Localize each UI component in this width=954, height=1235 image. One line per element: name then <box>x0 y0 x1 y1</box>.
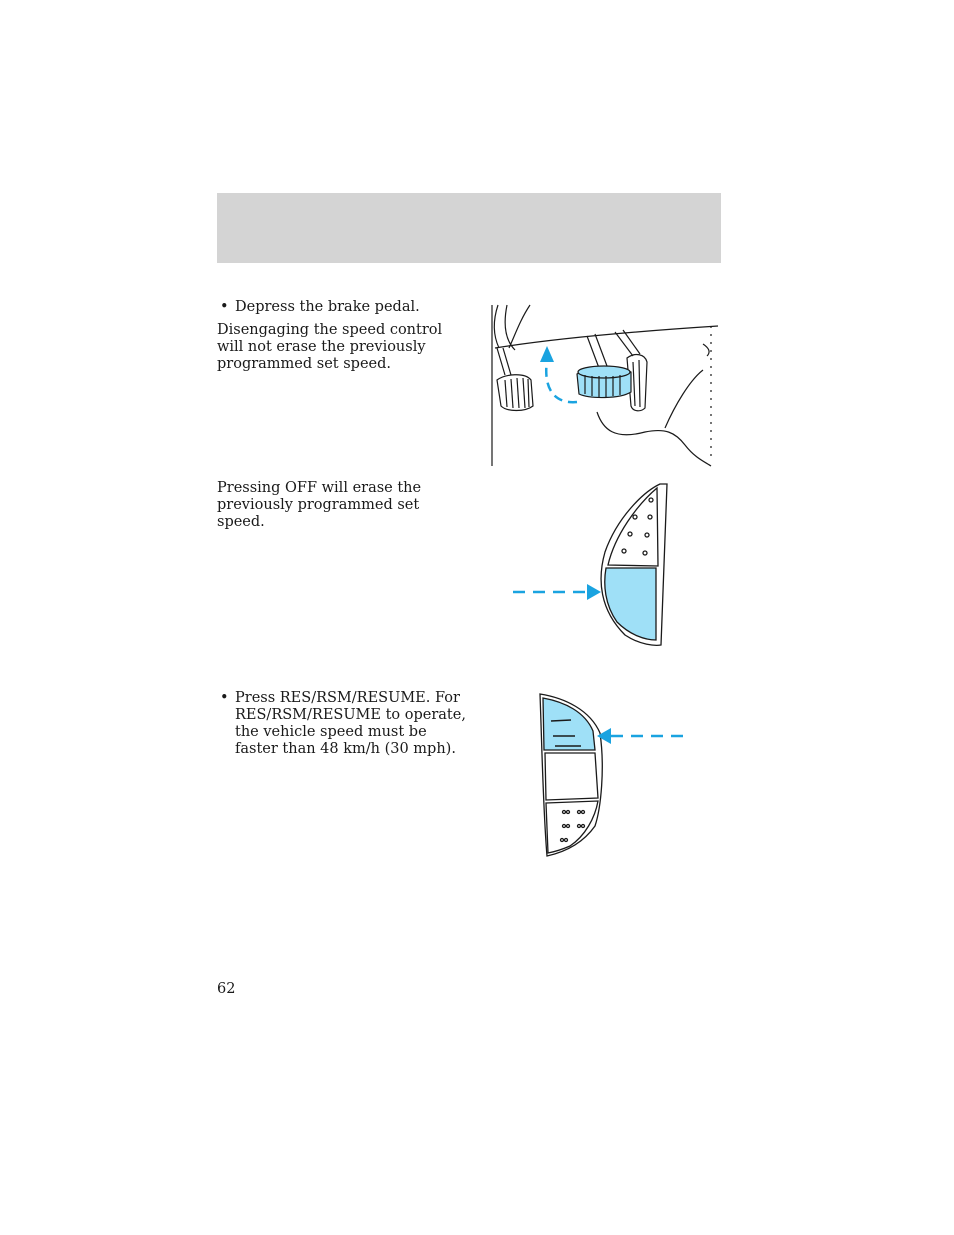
pedal-groove <box>639 360 640 407</box>
upper-button <box>608 488 658 566</box>
section-header-band <box>217 193 721 263</box>
middle-button <box>545 753 598 800</box>
disengage-paragraph: Disengaging the speed control will not erase the previously programmed set speed. <box>217 322 443 372</box>
lower-button <box>546 801 598 853</box>
motion-arrow-path <box>546 360 577 402</box>
button-dot <box>645 533 649 537</box>
pedal-groove <box>633 362 635 406</box>
button-dot <box>578 811 581 814</box>
off-paragraph: Pressing OFF will erase the previously programmed set speed. <box>217 480 422 530</box>
bullet-dot: • <box>220 299 229 315</box>
brake-pedal-illustration <box>485 300 725 470</box>
tunnel-curve <box>665 370 703 428</box>
accelerator-arm <box>615 332 633 356</box>
pedal-groove <box>517 378 519 408</box>
button-dot <box>649 498 653 502</box>
steering-wheel-resume-button <box>535 688 690 863</box>
pedal-groove <box>528 379 529 407</box>
button-dot <box>561 839 564 842</box>
button-dot <box>565 839 568 842</box>
bullet-dot: • <box>220 690 229 706</box>
button-dot <box>643 551 647 555</box>
section-two-text <box>217 480 467 531</box>
pedal-groove <box>511 379 513 408</box>
right-arrow-icon <box>587 584 601 600</box>
brake-pedal-top <box>578 366 630 378</box>
section-one-text <box>217 299 467 373</box>
column-edge <box>505 305 515 350</box>
resume-bullet <box>217 690 472 758</box>
button-dot <box>648 515 652 519</box>
button-marking <box>551 720 571 721</box>
button-dot <box>628 532 632 536</box>
resume-button-highlight <box>543 698 595 750</box>
pedal-groove <box>523 378 525 408</box>
button-dot <box>582 825 585 828</box>
page-number: 62 <box>217 981 236 997</box>
up-arrow-icon <box>540 346 554 362</box>
button-dot <box>633 515 637 519</box>
button-dot <box>567 811 570 814</box>
floor-curve <box>597 412 711 466</box>
steering-wheel-off-button <box>505 480 680 652</box>
brake-bullet <box>217 299 467 316</box>
tunnel-curve <box>703 344 709 356</box>
button-dot <box>567 825 570 828</box>
column-edge <box>509 305 530 348</box>
button-dot <box>622 549 626 553</box>
resume-bullet-text: Press RES/RSM/RESUME. For RES/RSM/RESUME to operate, the vehicle speed must be faster than 48 km/h (30 mph). <box>235 690 466 757</box>
button-dot <box>578 825 581 828</box>
column-edge <box>494 305 499 348</box>
section-three-text <box>217 690 472 758</box>
brake-bullet-text: Depress the brake pedal. <box>235 299 420 315</box>
dash-line <box>495 326 718 348</box>
pedal-groove <box>505 380 507 407</box>
button-dot <box>563 811 566 814</box>
off-button-highlight <box>605 568 656 640</box>
button-dot <box>582 811 585 814</box>
button-dot <box>563 825 566 828</box>
accelerator-arm <box>623 330 640 354</box>
